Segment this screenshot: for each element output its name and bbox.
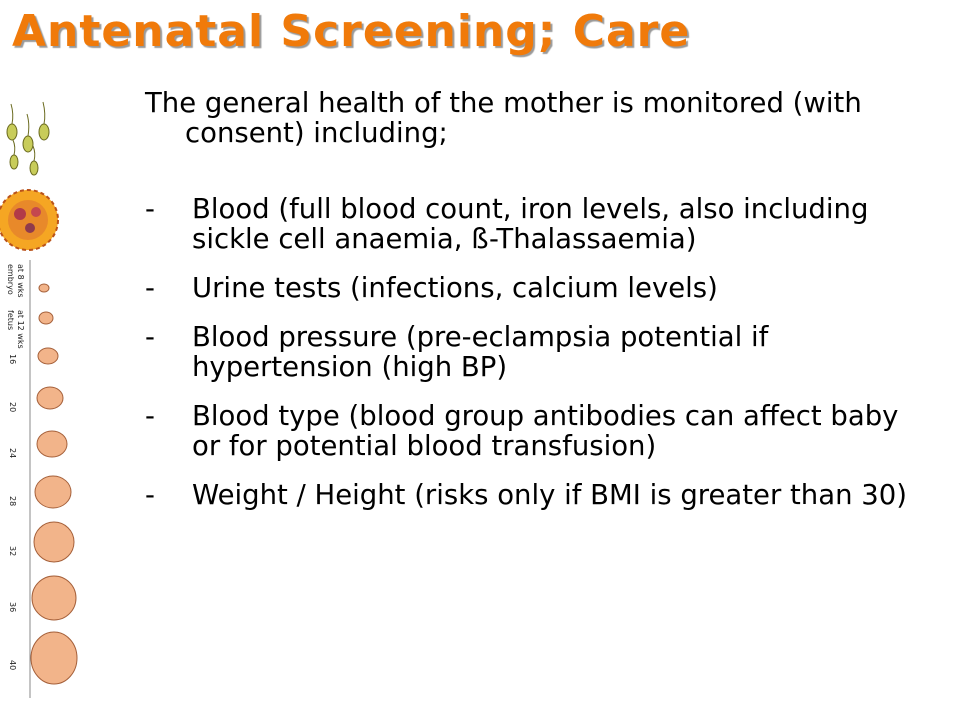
bullet-marker: -: [145, 321, 155, 353]
slide-title: Antenatal Screening; Care: [12, 6, 691, 57]
list-item: [145, 401, 935, 461]
label-week-36: 36: [8, 602, 17, 613]
slide-body: [145, 88, 935, 529]
fetal-development-strip: [0, 92, 78, 712]
label-week-28: 28: [8, 496, 17, 507]
label-week-32: 32: [8, 546, 17, 557]
bullet-marker: -: [145, 400, 155, 432]
label-week-40: 40: [8, 660, 17, 671]
week-labels: [6, 264, 25, 670]
list-item: [145, 480, 935, 510]
intro-text: The general health of the mother is monitored (with consent) including;: [145, 87, 862, 149]
list-item: [145, 322, 935, 382]
list-item-text: Blood pressure (pre-eclampsia potential if hypertension (high BP): [192, 321, 769, 383]
list-item: [145, 194, 935, 254]
label-week-16: 16: [8, 354, 17, 365]
label-week-24: 24: [8, 448, 17, 459]
bullet-marker: -: [145, 193, 155, 225]
list-item-text: Blood (full blood count, iron levels, also including sickle cell anaemia, ß-Thalassaemia): [192, 193, 869, 255]
label-fetus: fetus: [6, 310, 15, 331]
bullet-marker: -: [145, 272, 155, 304]
sperm-cells-illustration: [7, 102, 49, 175]
label-week-20: 20: [8, 402, 17, 413]
label-embryo-weeks: at 8 wks: [16, 264, 25, 298]
label-fetus-weeks: at 12 wks: [16, 310, 25, 349]
screening-list: [145, 194, 935, 510]
list-item-text: Urine tests (infections, calcium levels): [192, 272, 718, 304]
fetus-illustrations: [31, 284, 77, 684]
label-embryo: embryo: [6, 264, 15, 295]
egg-cell-illustration: [0, 190, 58, 250]
bullet-marker: -: [145, 479, 155, 511]
list-item-text: Weight / Height (risks only if BMI is greater than 30): [192, 479, 907, 511]
list-item: [145, 273, 935, 303]
list-item-text: Blood type (blood group antibodies can affect baby or for potential blood transfusion): [192, 400, 899, 462]
